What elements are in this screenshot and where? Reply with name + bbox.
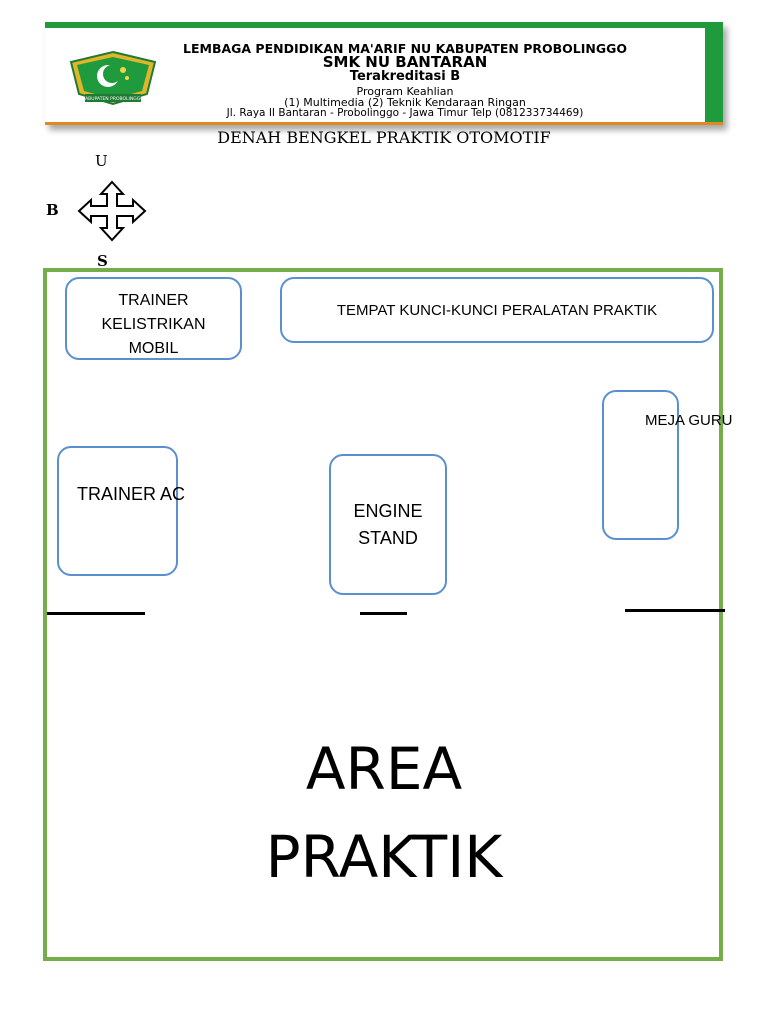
trainer-kelistrikan-box <box>65 277 242 360</box>
program-list: (1) Multimedia (2) Teknik Kendaraan Ringan <box>284 96 526 109</box>
institution-name: LEMBAGA PENDIDIKAN MA'ARIF NU KABUPATEN PROBOLINGGO <box>183 41 627 56</box>
plan-title: DENAH BENGKEL PRAKTIK OTOMOTIF <box>217 128 551 147</box>
logo-text: KABUPATEN PROBOLINGGO <box>82 97 144 102</box>
compass-arrows-icon <box>77 180 147 242</box>
teacher-desk-label: MEJA GURU <box>645 412 733 429</box>
divider-line-center <box>360 612 407 615</box>
trainer-ac-box <box>57 446 178 576</box>
area-line2: PRAKTIK <box>265 823 503 891</box>
tool-storage-label: TEMPAT KUNCI-KUNCI PERALATAN PRAKTIK <box>336 302 658 319</box>
divider-line-right <box>625 609 725 612</box>
school-address: Jl. Raya II Bantaran - Probolinggo - Jawa Timur Telp (081233734469) <box>226 107 584 119</box>
trainer-kelistrikan-line2: KELISTRIKAN <box>101 316 206 333</box>
trainer-kelistrikan-line3: MOBIL <box>128 340 179 357</box>
compass-south-label: S <box>97 252 108 270</box>
program-label: Program Keahlian <box>356 85 454 98</box>
tool-storage-box <box>280 277 714 343</box>
trainer-ac-label: TRAINER AC <box>77 484 186 504</box>
area-praktik-label <box>0 725 768 901</box>
engine-stand-line2: STAND <box>358 528 418 548</box>
school-name: SMK NU BANTARAN <box>322 53 488 71</box>
header-banner <box>45 22 723 125</box>
banner-green-edge <box>705 28 723 122</box>
divider-line-left <box>47 612 145 615</box>
trainer-kelistrikan-line1: TRAINER <box>118 292 189 309</box>
area-line1: AREA <box>305 735 463 803</box>
school-logo-icon <box>63 48 163 108</box>
engine-stand-box <box>329 454 447 595</box>
engine-stand-line1: ENGINE <box>353 501 423 521</box>
compass-west-label: B <box>46 201 59 219</box>
compass-north-label: U <box>95 152 108 170</box>
accreditation: Terakreditasi B <box>349 69 461 84</box>
